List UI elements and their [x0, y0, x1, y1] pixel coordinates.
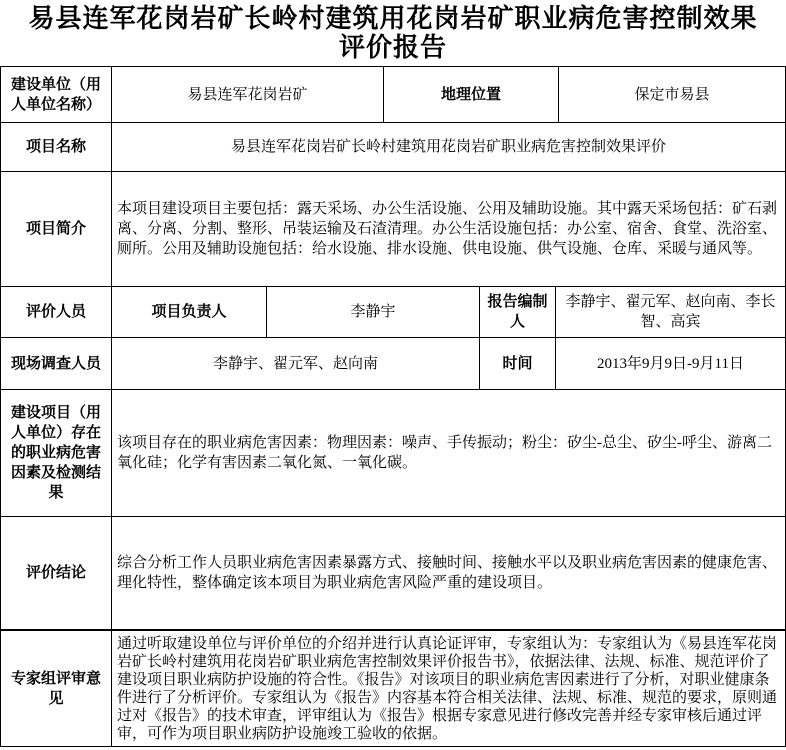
project-intro-label: 项目简介 [25, 221, 86, 237]
hazard-factors-value: 该项目存在的职业病危害因素：物理因素：噪声、手传振动；粉尘：矽尘-总尘、矽尘-呼尘、游离二氧化硅；化学有害因素二氧化氮、一氧化碳。 [111, 390, 785, 516]
location-label: 地理位置 [383, 67, 558, 122]
site-survey-label: 现场调查人员 [10, 355, 101, 372]
construction-unit-label: 建设单位（用人单位名称） [10, 76, 101, 113]
report-table [0, 66, 786, 747]
report-compilers-value: 李静宇、翟元军、赵向南、李长智、高宾 [555, 287, 785, 337]
row-expert-review [1, 629, 785, 746]
site-survey-value: 李静宇、翟元军、赵向南 [111, 338, 479, 389]
expert-review-value: 通过听取建设单位与评价单位的介绍并进行认真论证评审，专家组认为：专家组认为《易县连军花岗岩矿长岭村建筑用花岗岩矿职业病危害控制效果评价报告书》，依据法律、法规、标准、规范评价了建设项目职业病防护设施的符合性。《报告》对该项目的职业病危害因素进行了分析，对职业健康条件进行了分析评价。专家组认为《报告》内容基本符合相关法律、法规、标准、规范的要求，原则通过对《报告》的技术审查，评审组认为《报告》根据专家意见进行修改完善并经专家审核后通过评审，可作为项目职业病防护设施竣工验收的依据。 [111, 631, 785, 746]
project-leader-label: 项目负责人 [111, 287, 266, 337]
report-compilers-label: 报告编制人 [479, 287, 555, 337]
project-intro-value: 本项目建设项目主要包括：露天采场、办公生活设施、公用及辅助设施。其中露天采场包括：矿石剥离、分离、分割、整形、吊装运输及石渣清理。办公生活设施包括：办公室、宿舍、食堂、洗浴室、厕所。公用及辅助设施包括：给水设施、排水设施、供电设施、供气设施、仓库、采暖与通风等。 [111, 172, 785, 286]
project-name-value: 易县连军花岗岩矿长岭村建筑用花岗岩矿职业病危害控制效果评价 [111, 123, 785, 171]
report-title-line-1: 易县连军花岗岩矿长岭村建筑用花岗岩矿职业病危害控制效果 [28, 3, 758, 33]
time-value: 2013年9月9日-9月11日 [555, 338, 785, 389]
row-evaluators [1, 286, 785, 337]
evaluators-label: 评价人员 [25, 304, 86, 320]
row-project-name [1, 122, 785, 171]
row-site-survey [1, 337, 785, 389]
time-label: 时间 [479, 338, 555, 389]
project-name-label: 项目名称 [25, 139, 86, 155]
hazard-factors-label: 建设项目（用人单位）存在的职业病危害因素及检测结果 [10, 405, 101, 501]
evaluation-conclusion-value: 综合分析工作人员职业病危害因素暴露方式、接触时间、接触水平以及职业病危害因素的健康危害、理化特性，整体确定该本项目为职业病危害风险严重的建设项目。 [111, 517, 785, 629]
expert-review-label: 专家组评审意见 [10, 670, 101, 707]
construction-unit-value: 易县连军花岗岩矿 [111, 67, 383, 122]
row-construction-unit [1, 67, 785, 122]
report-title [0, 0, 786, 66]
report-title-line-2: 评价报告 [338, 32, 447, 62]
location-value: 保定市易县 [558, 67, 785, 122]
row-hazard-factors [1, 389, 785, 516]
evaluation-conclusion-label: 评价结论 [25, 565, 86, 581]
project-leader-value: 李静宇 [266, 287, 479, 337]
row-project-intro [1, 171, 785, 286]
row-evaluation-conclusion [1, 516, 785, 629]
